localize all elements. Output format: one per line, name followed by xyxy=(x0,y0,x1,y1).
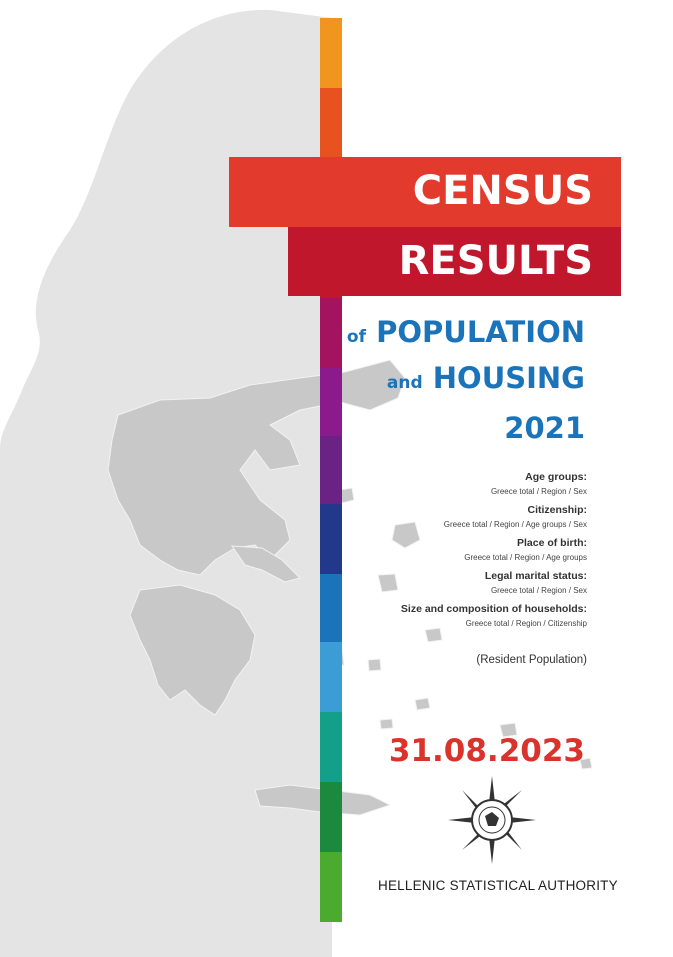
resident-population-note: (Resident Population) xyxy=(476,654,587,666)
subtitle-line-population xyxy=(347,314,585,355)
subtitle-and: and xyxy=(386,373,423,393)
compass-rose-seal-icon xyxy=(448,776,536,864)
topic-detail: Greece total / Region / Age groups / Sex xyxy=(443,520,587,529)
subtitle-line-housing xyxy=(387,360,585,401)
topics-list xyxy=(267,470,587,635)
title-census: CENSUS xyxy=(412,168,593,214)
topic-heading: Age groups: xyxy=(525,471,587,483)
publication-date: 31.08.2023 xyxy=(388,733,585,769)
topic-detail: Greece total / Region / Age groups xyxy=(464,553,587,562)
topic-heading: Size and composition of households: xyxy=(400,603,587,615)
subtitle-population: POPULATION xyxy=(376,315,585,349)
topic-detail: Greece total / Region / Sex xyxy=(490,487,587,496)
title-band-results xyxy=(288,227,621,296)
topic-heading: Legal marital status: xyxy=(484,570,587,582)
topic-heading: Place of birth: xyxy=(516,537,587,549)
title-results: RESULTS xyxy=(398,238,593,284)
topic-heading: Citizenship: xyxy=(527,504,587,516)
subtitle-year: 2021 xyxy=(504,411,585,445)
subtitle-of: of xyxy=(346,327,366,347)
subtitle-housing: HOUSING xyxy=(432,361,585,395)
topic-detail: Greece total / Region / Citizenship xyxy=(465,619,587,628)
authority-name: HELLENIC STATISTICAL AUTHORITY xyxy=(378,878,618,893)
title-band-census xyxy=(229,157,621,227)
topic-detail: Greece total / Region / Sex xyxy=(490,586,587,595)
